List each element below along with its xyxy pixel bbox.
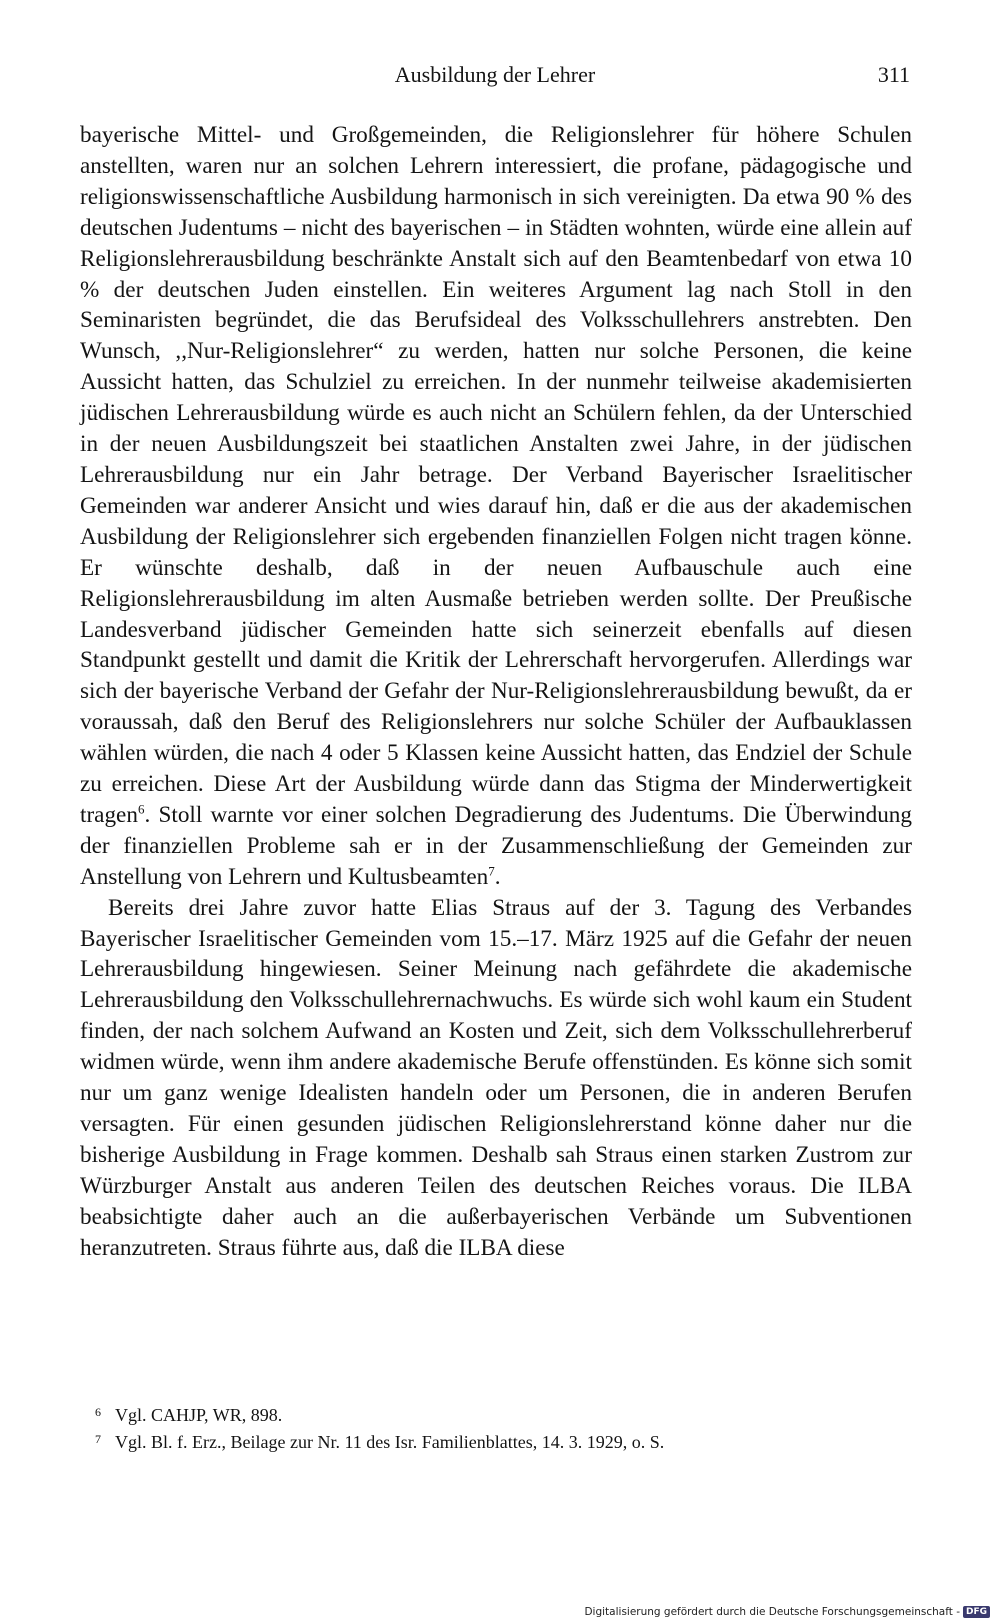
footnote-text: Vgl. CAHJP, WR, 898. xyxy=(115,1405,283,1425)
footnote-7 xyxy=(95,1429,895,1456)
paragraph-1-text-c: . xyxy=(494,863,501,890)
footnotes xyxy=(95,1402,895,1456)
footnote-6 xyxy=(95,1402,895,1429)
footnote-mark: 7 xyxy=(95,1432,101,1446)
running-head xyxy=(80,62,910,94)
body-text xyxy=(80,120,912,1264)
footnote-text: Vgl. Bl. f. Erz., Beilage zur Nr. 11 des Isr. Familienblattes, 14. 3. 1929, o. S. xyxy=(115,1432,665,1452)
credit-text: Digitalisierung gefördert durch die Deutsche Forschungsgemeinschaft - xyxy=(584,1606,960,1618)
dfg-logo: DFG xyxy=(963,1606,990,1618)
running-title: Ausbildung der Lehrer xyxy=(394,62,596,87)
footnote-mark: 6 xyxy=(95,1405,101,1419)
paragraph-1 xyxy=(80,120,912,893)
footnote-ref-6: 6 xyxy=(137,801,145,817)
paragraph-1-text-b: . Stoll warnte vor einer solchen Degradierung des Judentums. Die Überwindung der finanziellen Probleme sah er in der Zusammenschließung der Gemeinden zur Anstellung von Lehrern und Kultusbeamten xyxy=(80,801,912,890)
footnote-ref-7: 7 xyxy=(488,863,495,879)
paragraph-2: Bereits drei Jahre zuvor hatte Elias Straus auf der 3. Tagung des Verbandes Bayerischer Israelitischer Gemeinden vom 15.–17. März 1925 auf die Gefahr der neuen Lehrerausbildung hingewiesen. Seiner Meinung nach gefährdete die akademische Lehrerausbildung den Volksschullehrernachwuchs. Es würde sich wohl kaum ein Student finden, der nach solchem Aufwand an Kosten und Zeit, sich dem Volksschullehrerberuf widmen würde, wenn ihm andere akademische Berufe offenstünden. Es könne sich somit nur um ganz wenige Idealisten handeln oder um Personen, die in anderen Berufen versagten. Für einen gesunden jüdischen Religionslehrerstand könne daher nur die bisherige Ausbildung in Frage kommen. Deshalb sah Straus einen starken Zustrom zur Würzburger Anstalt aus anderen Teilen des deutschen Reiches voraus. Die ILBA beabsichtigte daher auch an die außerbayerischen Verbände um Subventionen heranzutreten. Straus führte aus, daß die ILBA diese xyxy=(80,894,912,1261)
page-number: 311 xyxy=(877,62,910,87)
paragraph-1-text-a: bayerische Mittel- und Großgemeinden, die Religionslehrer für höhere Schulen anstellten, waren nur an solchen Lehrern interessiert, die profane, pädagogische und religionswissenschaftliche Ausbildung harmonisch in sich vereinigten. Da etwa 90 % des deutschen Judentums – nicht des bayerischen – in Städten wohnten, würde eine allein auf Religionslehrerausbildung beschränkte Anstalt sich auf den Beamtenbedarf von etwa 10 % der deutschen Juden einstellen. Ein weiteres Argument lag nach Stoll in den Seminaristen begründet, die das Berufsideal des Volksschullehrers anstrebten. Den Wunsch, ,,Nur-Religionslehrer“ zu werden, hatten nur solche Personen, die keine Aussicht hatten, das Schulziel zu erreichen. In der nunmehr teilweise akademisierten jüdischen Lehrerausbildung würde es auch nicht an Schülern fehlen, da der Unterschied in der neuen Ausbildungszeit bei staatlichen Anstalten zwei Jahre, in der jüdischen Lehrerausbildung nur ein Jahr betrage. Der Verband Bayerischer Israelitischer Gemeinden war anderer Ansicht und wies darauf hin, daß er die aus der akademischen Ausbildung der Religionslehrer sich ergebenden finanziellen Folgen nicht tragen könne. Er wünschte deshalb, daß in der neuen Aufbauschule auch eine Religionslehrerausbildung im alten Ausmaße betrieben werden sollte. Der Preußische Landesverband jüdischer Gemeinden hatte sich seinerzeit ebenfalls auf diesen Standpunkt gestellt und damit die Kritik der Lehrerschaft hervorgerufen. Allerdings war sich der bayerische Verband der Gefahr der Nur-Religionslehrerausbildung bewußt, da er voraussah, daß den Beruf des Religionslehrers nur solche Schüler der Aufbauklassen wählen würden, die nach 4 oder 5 Klassen keine Aussicht hatten, das Endziel der Schule zu erreichen. Diese Art der Ausbildung würde dann das Stigma der Minderwertigkeit tragen xyxy=(80,122,912,828)
digitization-credit xyxy=(584,1606,990,1618)
